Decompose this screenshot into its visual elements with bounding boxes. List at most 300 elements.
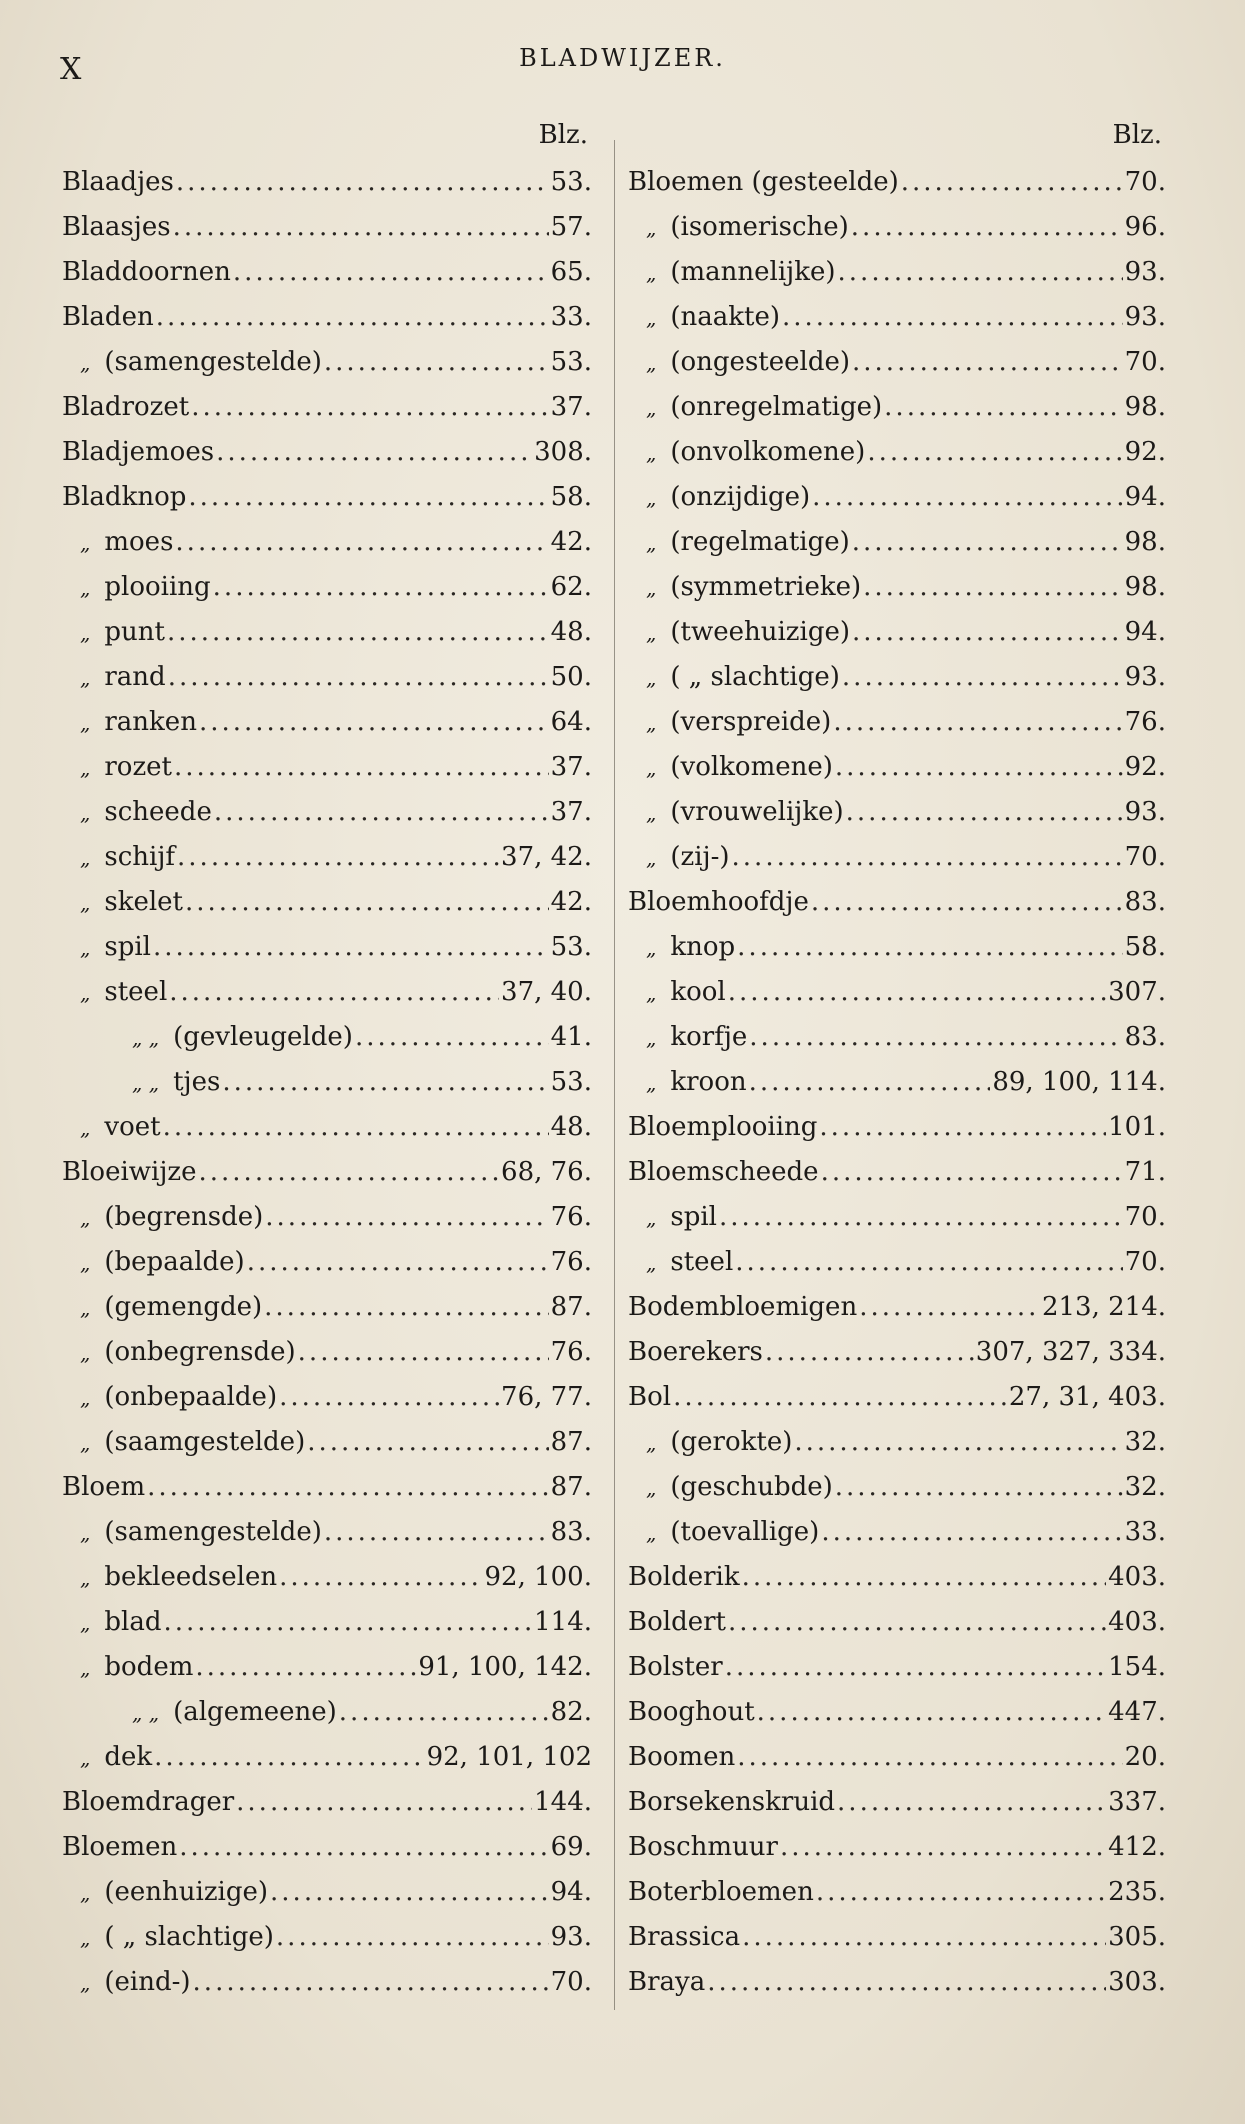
dot-leader [168,655,549,700]
running-head: BLADWIJZER. [519,44,726,72]
index-entry [628,790,1166,835]
dot-leader [742,1555,1107,1600]
index-term: (samengestelde) [104,1517,322,1547]
page-reference: 48. [550,617,592,647]
index-entry [628,1915,1166,1960]
column-divider [614,140,615,2010]
index-term: (gerokte) [670,1427,793,1457]
ditto-mark: „ [646,846,657,870]
index-term: Bladknop [62,482,187,512]
index-term: Boschmuur [628,1832,778,1862]
index-entry [628,1465,1166,1510]
dot-leader [153,925,549,970]
index-term: (bepaalde) [104,1247,245,1277]
index-entry [628,1330,1166,1375]
index-term: Bloemplooiing [628,1112,818,1142]
index-entry [62,385,592,430]
page-reference: 41. [550,1022,592,1052]
ditto-mark: „ „ [132,1071,160,1095]
dot-leader [852,520,1123,565]
page-reference: 37. [550,392,592,422]
page-reference: 70. [1124,167,1166,197]
dot-leader [816,1870,1106,1915]
dot-leader [707,1960,1106,2005]
dot-leader [236,1780,532,1825]
dot-leader [177,835,499,880]
index-entry [628,1600,1166,1645]
page-reference: 48. [550,1112,592,1142]
ditto-mark: „ [646,576,657,600]
page-reference: 33. [550,302,592,332]
page-reference: 33. [1124,1517,1166,1547]
index-term: (algemeene) [173,1697,337,1727]
index-entry [62,790,592,835]
index-term: Blaadjes [62,167,174,197]
index-term: (samengestelde) [104,347,322,377]
dot-leader [324,1510,549,1555]
index-entry [628,880,1166,925]
index-term: (tweehuizige) [670,617,850,647]
index-term: Boldert [628,1607,726,1637]
index-term: (eenhuizige) [104,1877,269,1907]
page-reference: 42. [550,887,592,917]
page-reference: 65. [550,257,592,287]
ditto-mark: „ [80,1341,91,1365]
index-term: Bolster [628,1652,723,1682]
dot-leader [884,385,1122,430]
index-entry [62,565,592,610]
dot-leader [742,1915,1106,1960]
index-entry [62,1420,592,1465]
dot-leader [193,1960,549,2005]
page-reference: 76. [550,1202,592,1232]
ditto-mark: „ [80,801,91,825]
page-reference: 412. [1108,1832,1166,1862]
ditto-mark: „ [80,891,91,915]
dot-leader [732,835,1123,880]
index-term: dek [104,1742,153,1772]
page-reference: 62. [550,572,592,602]
page-reference: 305. [1108,1922,1166,1952]
ditto-mark: „ [646,531,657,555]
index-term: Bladdoornen [62,257,231,287]
page-reference: 76. [550,1337,592,1367]
dot-leader [199,1150,500,1195]
page-reference: 154. [1108,1652,1166,1682]
page-reference: 53. [550,347,592,377]
index-entry [628,1555,1166,1600]
dot-leader [279,1555,482,1600]
page-reference: 447. [1108,1697,1166,1727]
index-term: Bloemdrager [62,1787,235,1817]
index-entry [628,1240,1166,1285]
page-reference: 82. [550,1697,592,1727]
page-reference: 27, 31, 403. [1008,1382,1166,1412]
index-term: (isomerische) [670,212,849,242]
dot-leader [174,745,549,790]
dot-leader [819,1105,1106,1150]
dot-leader [901,160,1123,205]
index-entry [628,295,1166,340]
index-entry [628,1780,1166,1825]
page-reference: 94. [1124,482,1166,512]
index-column-left [62,120,592,2005]
dot-leader [765,1330,974,1375]
dot-leader [737,925,1122,970]
dot-leader [265,1195,548,1240]
index-term: Borsekenskruid [628,1787,836,1817]
ditto-mark: „ [646,666,657,690]
page-reference: 98. [1124,527,1166,557]
index-entry [62,880,592,925]
index-entry [62,655,592,700]
dot-leader [749,1060,991,1105]
ditto-mark: „ [80,1116,91,1140]
index-term: bodem [104,1652,194,1682]
index-entry [62,1690,592,1735]
index-entry [628,1285,1166,1330]
index-term: (onvolkomene) [670,437,866,467]
index-entry [628,1870,1166,1915]
index-entry [62,1330,592,1375]
ditto-mark: „ [646,216,657,240]
index-term: Boomen [628,1742,736,1772]
ditto-mark: „ „ [132,1026,160,1050]
ditto-mark: „ [646,1206,657,1230]
ditto-mark: „ [646,306,657,330]
index-term: kroon [670,1067,747,1097]
index-entry [62,1510,592,1555]
dot-leader [673,1375,1007,1420]
ditto-mark: „ [80,621,91,645]
page-reference: 37. [550,797,592,827]
page-reference: 87. [550,1472,592,1502]
page-reference: 92, 100. [484,1562,592,1592]
index-term: (mannelijke) [670,257,836,287]
dot-leader [324,340,549,385]
ditto-mark: „ [646,486,657,510]
page-reference: 37, 42. [501,842,592,872]
page-reference: 83. [550,1517,592,1547]
index-term: (saamgestelde) [104,1427,306,1457]
page-reference: 91, 100, 142. [418,1652,592,1682]
index-entry [62,1060,592,1105]
dot-leader [199,700,549,745]
dot-leader [725,1645,1106,1690]
dot-leader [846,790,1123,835]
index-term: (zij-) [670,842,730,872]
ditto-mark: „ [646,1251,657,1275]
page-reference: 307. [1108,977,1166,1007]
ditto-mark: „ [80,936,91,960]
index-entry [62,970,592,1015]
index-term: Bladjemoes [62,437,215,467]
index-term: (verspreide) [670,707,832,737]
dot-leader [811,880,1123,925]
page-reference: 89, 100, 114. [992,1067,1166,1097]
index-list [62,160,592,2005]
ditto-mark: „ [80,666,91,690]
page-reference: 213, 214. [1041,1292,1166,1322]
ditto-mark: „ [80,531,91,555]
dot-leader [833,700,1122,745]
index-term: moes [104,527,174,557]
index-entry [62,1285,592,1330]
index-entry [62,250,592,295]
dot-leader [233,250,549,295]
page-reference: 68, 76. [501,1157,592,1187]
dot-leader [222,1060,548,1105]
page-reference: 32. [1124,1472,1166,1502]
dot-leader [213,565,549,610]
dot-leader [279,1375,499,1420]
page-reference: 58. [550,482,592,512]
index-entry [62,1780,592,1825]
dot-leader [191,385,548,430]
index-term: Bloemen (gesteelde) [628,167,899,197]
index-entry [628,655,1166,700]
page-reference: 337. [1108,1787,1166,1817]
ditto-mark: „ [80,1296,91,1320]
index-term: kool [670,977,726,1007]
index-entry [62,205,592,250]
index-term: (vrouwelijke) [670,797,844,827]
index-term: Bloemhoofdje [628,887,809,917]
index-entry [62,1870,592,1915]
dot-leader [173,205,549,250]
ditto-mark: „ „ [132,1701,160,1725]
page-reference: 76, 77. [501,1382,592,1412]
index-term: Braya [628,1967,706,1997]
ditto-mark: „ [80,1971,91,1995]
dot-leader [169,970,499,1015]
index-term: Bladrozet [62,392,190,422]
index-term: schijf [104,842,176,872]
index-term: Boerekers [628,1337,763,1367]
index-entry [628,565,1166,610]
ditto-mark: „ [80,1611,91,1635]
page-reference: 87. [550,1427,592,1457]
index-list [628,160,1166,2005]
index-entry [62,1645,592,1690]
ditto-mark: „ [646,711,657,735]
index-entry [62,610,592,655]
index-term: (toevallige) [670,1517,820,1547]
index-entry [628,1960,1166,2005]
index-term: Bol [628,1382,672,1412]
dot-leader [837,1780,1106,1825]
page-reference: 64. [550,707,592,737]
dot-leader [838,250,1123,295]
ditto-mark: „ [646,1476,657,1500]
index-entry [628,700,1166,745]
page-reference: 144. [534,1787,592,1817]
page-reference: 57. [550,212,592,242]
page-reference: 94. [1124,617,1166,647]
index-term: (begrensde) [104,1202,264,1232]
page-reference: 93. [1124,797,1166,827]
index-term: scheede [104,797,212,827]
dot-leader [812,475,1123,520]
ditto-mark: „ [80,1431,91,1455]
ditto-mark: „ [646,1431,657,1455]
index-term: ranken [104,707,197,737]
index-entry [62,1150,592,1195]
dot-leader [863,565,1123,610]
index-term: (geschubde) [670,1472,833,1502]
page-reference: 53. [550,167,592,197]
index-entry [62,1915,592,1960]
index-term: Booghout [628,1697,755,1727]
index-term: Bloem [62,1472,146,1502]
dot-leader [851,205,1123,250]
dot-leader [185,880,549,925]
index-term: tjes [173,1067,221,1097]
ditto-mark: „ [80,1926,91,1950]
ditto-mark: „ [646,756,657,780]
page-reference: 70. [1124,347,1166,377]
index-entry [628,745,1166,790]
ditto-mark: „ [646,261,657,285]
ditto-mark: „ [646,936,657,960]
index-entry [62,1195,592,1240]
page-reference: 93. [1124,302,1166,332]
index-term: Boterbloemen [628,1877,814,1907]
page-reference: 114. [534,1607,592,1637]
dot-leader [859,1285,1040,1330]
index-term: Bolderik [628,1562,740,1592]
index-term: blad [104,1607,162,1637]
ditto-mark: „ [646,981,657,1005]
page-reference: 53. [550,932,592,962]
index-entry [62,1465,592,1510]
page-reference: 93. [550,1922,592,1952]
index-term: (onzijdige) [670,482,811,512]
ditto-mark: „ [80,711,91,735]
dot-leader [728,1600,1106,1645]
index-entry [62,1555,592,1600]
index-term: plooiing [104,572,211,602]
column-header: Blz. [1112,120,1162,150]
index-entry [628,1735,1166,1780]
page-reference: 37. [550,752,592,782]
index-term: skelet [104,887,184,917]
index-term: Brassica [628,1922,741,1952]
page-number: X [60,52,83,87]
index-entry [628,1375,1166,1420]
index-term: steel [670,1247,734,1277]
index-entry [62,1735,592,1780]
dot-leader [835,745,1123,790]
ditto-mark: „ [646,801,657,825]
dot-leader [780,1825,1106,1870]
index-entry [62,700,592,745]
dot-leader [835,1465,1123,1510]
index-term: Bodembloemigen [628,1292,858,1322]
index-entry [628,475,1166,520]
index-term: (eind-) [104,1967,191,1997]
page-reference: 96. [1124,212,1166,242]
dot-leader [719,1195,1123,1240]
page-reference: 92. [1124,752,1166,782]
index-entry [62,1600,592,1645]
index-term: bekleedselen [104,1562,278,1592]
index-entry [628,1825,1166,1870]
index-entry [628,205,1166,250]
index-entry [628,1015,1166,1060]
dot-leader [757,1690,1106,1735]
dot-leader [179,1825,548,1870]
index-entry [628,1105,1166,1150]
ditto-mark: „ [646,1026,657,1050]
index-entry [628,1060,1166,1105]
index-term: (gevleugelde) [173,1022,353,1052]
index-term: spil [670,1202,717,1232]
index-entry [628,520,1166,565]
dot-leader [163,1105,549,1150]
index-entry [62,1105,592,1150]
index-entry [628,1690,1166,1735]
page-reference: 94. [550,1877,592,1907]
dot-leader [214,790,549,835]
ditto-mark: „ [80,576,91,600]
index-entry [62,430,592,475]
index-entry [628,1150,1166,1195]
page-reference: 83. [1124,887,1166,917]
dot-leader [728,970,1106,1015]
index-term: Blaasjes [62,212,171,242]
index-entry [628,835,1166,880]
dot-leader [821,1150,1123,1195]
ditto-mark: „ [80,1521,91,1545]
index-term: knop [670,932,736,962]
index-term: (regelmatige) [670,527,850,557]
dot-leader [339,1690,549,1735]
page-reference: 71. [1124,1157,1166,1187]
ditto-mark: „ [646,396,657,420]
dot-leader [749,1015,1122,1060]
index-entry [62,475,592,520]
page-reference: 93. [1124,662,1166,692]
ditto-mark: „ [80,1566,91,1590]
index-term: steel [104,977,168,1007]
index-entry [62,835,592,880]
dot-leader [842,655,1123,700]
index-term: voet [104,1112,161,1142]
index-term: (onbegrensde) [104,1337,296,1367]
ditto-mark: „ [646,1521,657,1545]
dot-leader [154,1735,424,1780]
ditto-mark: „ [80,1656,91,1680]
page-reference: 403. [1108,1607,1166,1637]
index-term: (onbepaalde) [104,1382,278,1412]
index-entry [628,925,1166,970]
index-entry [62,1825,592,1870]
index-entry [62,340,592,385]
dot-leader [216,430,532,475]
ditto-mark: „ [646,441,657,465]
index-entry [62,1960,592,2005]
ditto-mark: „ [80,351,91,375]
page-reference: 98. [1124,572,1166,602]
index-entry [62,160,592,205]
index-term: (symmetrieke) [670,572,862,602]
page-reference: 53. [550,1067,592,1097]
ditto-mark: „ [80,756,91,780]
page-reference: 70. [1124,1247,1166,1277]
page-reference: 32. [1124,1427,1166,1457]
ditto-mark: „ [80,1881,91,1905]
